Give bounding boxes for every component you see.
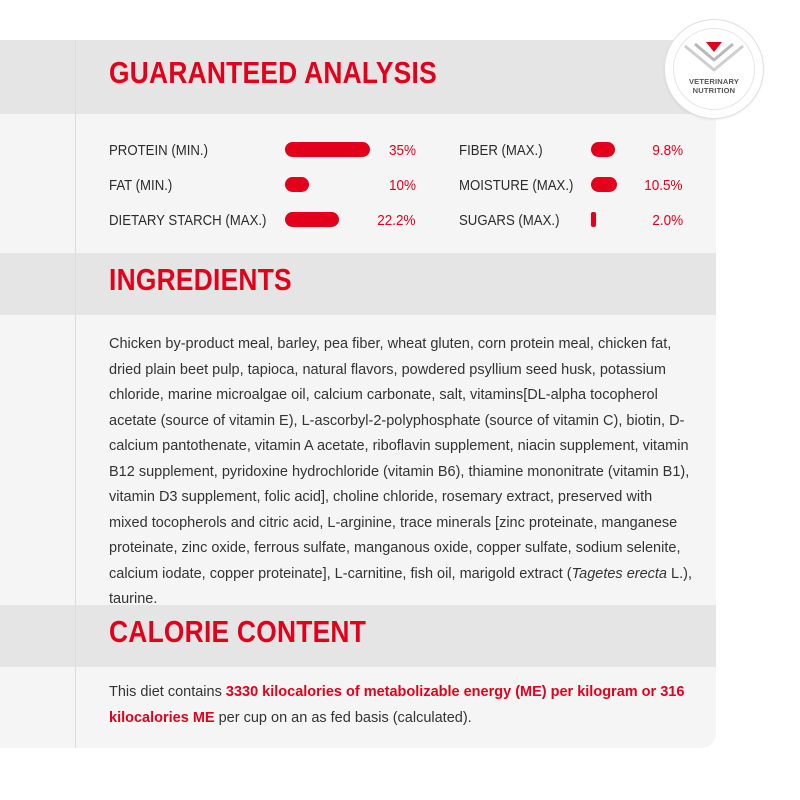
analysis-value: 10.5% bbox=[644, 176, 683, 194]
ingredients-text bbox=[109, 332, 694, 613]
analysis-label: FIBER (MAX.) bbox=[459, 141, 543, 159]
analysis-bar bbox=[285, 177, 309, 192]
analysis-value: 9.8% bbox=[652, 141, 683, 159]
calorie-content-title: CALORIE CONTENT bbox=[109, 614, 367, 649]
analysis-row bbox=[109, 173, 416, 197]
analysis-label: DIETARY STARCH (MAX.) bbox=[109, 211, 267, 229]
calorie-prefix: This diet contains bbox=[109, 684, 226, 700]
badge-line-2: NUTRITION bbox=[692, 86, 736, 95]
analysis-label: SUGARS (MAX.) bbox=[459, 211, 560, 229]
vet-nutrition-chevron-icon bbox=[665, 20, 763, 118]
analysis-bar bbox=[285, 212, 339, 227]
ingredients-text-main: Chicken by-product meal, barley, pea fiber, wheat gluten, corn protein meal, chicken fat, dried plain beet pulp, tapioca, natural flavors, powdered psyllium seed husk, potassium chloride, marine microalgae oil, calcium carbonate, salt, vitamins[DL-alpha tocopherol acetate (source of vitamin E), L-ascorbyl-2-polyphosphate (source of vitamin C), biotin, D-calcium pantothenate, vitamin A acetate, riboflavin supplement, niacin supplement, vitamin B12 supplement, pyridoxine hydrochloride (vitamin B6), thiamine mononitrate (vitamin B1), vitamin D3 supplement, folic acid], choline chloride, rosemary extract, preserved with mixed tocopherols and citric acid, L-arginine, trace minerals [zinc proteinate, manganese proteinate, zinc oxide, ferrous sulfate, manganous oxide, copper sulfate, sodium selenite, calcium iodate, copper proteinate], L-carnitine, fish oil, marigold extract ( bbox=[109, 336, 690, 582]
analysis-value: 10% bbox=[388, 176, 416, 194]
analysis-row bbox=[459, 208, 683, 232]
analysis-bar bbox=[591, 177, 617, 192]
veterinary-nutrition-badge bbox=[665, 20, 763, 118]
calorie-highlight: 3330 kilocalories of metabolizable energy (ME) per kilogram or 316 kilocalories ME bbox=[109, 684, 685, 726]
analysis-bar bbox=[591, 212, 596, 227]
analysis-value: 2.0% bbox=[652, 211, 683, 229]
ingredients-text-end: L.), taurine. bbox=[109, 565, 692, 607]
calorie-content-text bbox=[109, 680, 694, 731]
ingredients-text-italic: Tagetes erecta bbox=[571, 565, 667, 582]
calorie-suffix: per cup on an as fed basis (calculated). bbox=[214, 709, 472, 726]
left-divider bbox=[75, 40, 76, 748]
analysis-value: 35% bbox=[388, 141, 416, 159]
analysis-row bbox=[459, 173, 683, 197]
analysis-bar bbox=[591, 142, 615, 157]
badge-line-1: VETERINARY bbox=[688, 77, 740, 86]
analysis-label: PROTEIN (MIN.) bbox=[109, 141, 208, 159]
analysis-row bbox=[109, 138, 416, 162]
ingredients-title: INGREDIENTS bbox=[109, 262, 292, 297]
analysis-row bbox=[109, 208, 416, 232]
ingredients-header-band bbox=[0, 253, 716, 315]
guaranteed-analysis-title: GUARANTEED ANALYSIS bbox=[109, 55, 437, 90]
analysis-value: 22.2% bbox=[377, 211, 416, 229]
analysis-row bbox=[459, 138, 683, 162]
analysis-label: FAT (MIN.) bbox=[109, 176, 173, 194]
analysis-label: MOISTURE (MAX.) bbox=[459, 176, 574, 194]
analysis-bar bbox=[285, 142, 370, 157]
